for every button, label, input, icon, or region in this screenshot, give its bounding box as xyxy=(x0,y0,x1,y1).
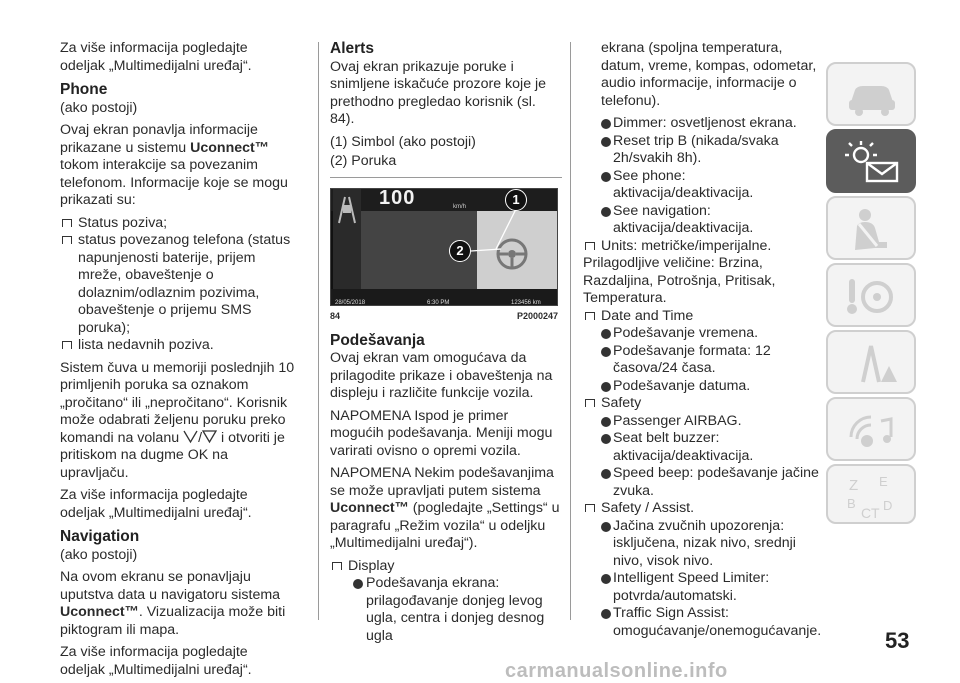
bullet-dot-icon xyxy=(601,347,611,357)
alerts-item-2: (2) Poruka xyxy=(330,153,397,169)
bullet-marker-icon xyxy=(62,236,72,244)
bullet-dot-icon xyxy=(601,382,611,392)
index-letter: T xyxy=(871,505,880,520)
list-item: Status poziva; xyxy=(60,215,296,233)
display-time: 6:30 PM xyxy=(427,299,450,306)
safety-item: Safety xyxy=(583,395,823,413)
phone-paragraph: Ovaj ekran ponavlja informacije prikazane u sistemu Uconnect™ tokom interakcije sa povezanim telefonom. Informacije koje se mogu prikazati su: xyxy=(60,122,288,208)
memory-paragraph: Sistem čuva u memoriji poslednjih 10 primljenih poruka sa oznakom „pročitano“ ili „nepročitano“. Korisnik može odabrati željenu poruku preko komandi na volanu / i otvoriti je pritiskom na dugme OK na upravljaču. xyxy=(60,359,295,481)
bullet-dot-icon xyxy=(601,172,611,182)
settings-heading: Podešavanja xyxy=(330,331,425,349)
display-speed: 100 xyxy=(379,187,416,209)
warning-light-envelope-icon xyxy=(843,139,901,185)
arrow-down-outline-icon xyxy=(202,430,217,444)
phone-bullet-list xyxy=(60,215,296,355)
assist-item: Safety / Assist. xyxy=(583,500,823,518)
brand-uconnect: Uconnect™ xyxy=(60,604,139,620)
phone-optional: (ako postoji) xyxy=(60,99,138,116)
list-item: Podešavanje formata: 12 časova/24 časa. xyxy=(595,343,823,378)
note-1: NAPOMENA Ispod je primer mogućih podešavanja. Meniji mogu varirati ovisno o opremi vozila. xyxy=(330,407,553,459)
index-letter: C xyxy=(861,505,872,520)
display-continued: ekrana (spoljna temperatura, datum, vreme, kompas, odometar, audio informacije, informacije o telefonu). xyxy=(601,40,817,109)
steering-wheel-key-icon xyxy=(843,273,901,319)
bullet-dot-icon xyxy=(601,574,611,584)
intro-paragraph: Za više informacija pogledajte odeljak „Multimedijalni uređaj“. xyxy=(60,40,252,74)
list-item: Reset trip B (nikada/svaka 2h/svakih 8h). xyxy=(595,133,823,168)
datetime-item: Date and Time xyxy=(583,308,823,326)
brand-uconnect: Uconnect™ xyxy=(330,500,409,516)
arrow-up-outline-icon xyxy=(183,430,198,444)
list-item: Speed beep: podešavanje jačine zvuka. xyxy=(595,465,823,500)
bullet-dot-icon xyxy=(601,119,611,129)
bullet-dot-icon xyxy=(601,137,611,147)
settings-paragraph: Ovaj ekran vam omogućava da prilagodite prikaze i obaveštenja na displeju i različite funkcije vozila. xyxy=(330,350,553,401)
index-letter: D xyxy=(883,498,893,513)
bullet-marker-icon xyxy=(585,399,595,407)
display-odometer: 123456 km xyxy=(511,299,541,306)
column-1 xyxy=(60,40,296,683)
figure-number: 84 xyxy=(330,310,341,321)
tab-multimedia[interactable] xyxy=(826,397,916,461)
list-item: See navigation: aktivacija/deaktivacija. xyxy=(595,203,823,238)
list-item: Traffic Sign Assist: omogućavanje/onemogućavanje. xyxy=(595,605,823,640)
bullet-marker-icon xyxy=(332,562,342,570)
more-info-1: Za više informacija pogledajte odeljak „Multimedijalni uređaj“. xyxy=(60,487,252,521)
bullet-marker-icon xyxy=(62,341,72,349)
list-item: Dimmer: osvetljenost ekrana. xyxy=(595,115,823,133)
phone-heading: Phone xyxy=(60,81,108,98)
units-item: Units: metričke/imperijalne. xyxy=(583,238,823,256)
brand-uconnect: Uconnect™ xyxy=(190,139,269,156)
alerts-heading: Alerts xyxy=(330,40,374,57)
bullet-dot-icon xyxy=(601,434,611,444)
display-date: 28/05/2018 xyxy=(335,299,366,306)
bullet-marker-icon xyxy=(62,219,72,227)
column-3 xyxy=(583,40,823,640)
list-item: Passenger AIRBAG. xyxy=(595,413,823,431)
bullet-dot-icon xyxy=(601,609,611,619)
tab-index[interactable] xyxy=(826,464,916,524)
units-paragraph: Prilagodljive veličine: Brzina, Razdaljina, Potrošnja, Pritisak, Temperatura. xyxy=(583,255,776,306)
alerts-item-1: (1) Simbol (ako postoji) xyxy=(330,133,476,150)
bullet-dot-icon xyxy=(353,579,363,589)
car-icon xyxy=(843,72,901,118)
tab-starting-driving[interactable] xyxy=(826,263,916,327)
bullet-dot-icon xyxy=(601,207,611,217)
watermark: carmanualsonline.info xyxy=(505,660,728,682)
bullet-marker-icon xyxy=(585,242,595,250)
list-item: See phone: aktivacija/deaktivacija. xyxy=(595,168,823,203)
figure-84 xyxy=(330,188,558,306)
callout-1: 1 xyxy=(505,189,527,211)
display-speed-unit: km/h xyxy=(453,203,467,210)
roadside-warning-icon xyxy=(843,340,901,386)
index-letters-icon xyxy=(843,474,901,520)
tab-safety[interactable] xyxy=(826,196,916,260)
bullet-dot-icon xyxy=(601,469,611,479)
column-divider xyxy=(318,42,319,620)
tab-dashboard[interactable] xyxy=(826,129,916,193)
list-item: status povezanog telefona (status napunjenosti baterije, prijem mreže, obaveštenje o dolaznim/odlaznim pozivima, obaveštenje o prijemu SMS poruka); xyxy=(60,232,296,337)
column-divider xyxy=(570,42,571,620)
list-item: Podešavanje datuma. xyxy=(595,378,823,396)
display-sub-item: Podešavanja ekrana: prilagođavanje donjeg levog ugla, centra i donjeg desnog ugla xyxy=(330,575,562,645)
navigation-optional: (ako postoji) xyxy=(60,546,138,563)
column-2 xyxy=(330,40,562,645)
bullet-marker-icon xyxy=(585,504,595,512)
navigation-heading: Navigation xyxy=(60,528,140,545)
index-letter: E xyxy=(879,474,888,489)
page-number: 53 xyxy=(885,628,910,653)
figure-rule xyxy=(330,177,562,178)
more-info-2: Za više informacija pogledajte odeljak „Multimedijalni uređaj“. xyxy=(60,644,252,678)
bullet-dot-icon xyxy=(601,417,611,427)
note-2: NAPOMENA Nekim podešavanjima se može upravljati putem sistema Uconnect™ (pogledajte „Settings“ u paragrafu „Režim vozila“ u odeljku „Multimedijalni uređaj“). xyxy=(330,465,560,551)
tab-emergency[interactable] xyxy=(826,330,916,394)
media-signal-icon xyxy=(843,407,901,453)
list-item: Podešavanje vremena. xyxy=(595,325,823,343)
bullet-dot-icon xyxy=(601,329,611,339)
bullet-marker-icon xyxy=(585,312,595,320)
list-item: Jačina zvučnih upozorenja: isključena, nizak nivo, srednji nivo, visok nivo. xyxy=(595,518,823,571)
tab-vehicle[interactable] xyxy=(826,62,916,126)
callout-2: 2 xyxy=(449,240,471,262)
figure-caption xyxy=(330,308,558,322)
seat-belt-icon xyxy=(843,206,901,252)
chapter-tabs xyxy=(826,62,916,527)
bullet-dot-icon xyxy=(601,522,611,532)
index-letter: B xyxy=(847,496,856,511)
list-item: Intelligent Speed Limiter: potvrda/automatski. xyxy=(595,570,823,605)
figure-code: P2000247 xyxy=(516,310,558,321)
list-item: lista nedavnih poziva. xyxy=(60,337,296,355)
index-letter: Z xyxy=(849,477,859,494)
navigation-paragraph: Na ovom ekranu se ponavljaju uputstva data u navigatoru sistema Uconnect™. Vizualizacija može biti piktogram ili mapa. xyxy=(60,569,286,638)
list-item: Seat belt buzzer: aktivacija/deaktivacija. xyxy=(595,430,823,465)
display-item: Display xyxy=(330,558,562,576)
alerts-paragraph: Ovaj ekran prikazuje poruke i snimljene iskačuće prozore koje je prethodno pregledao korisnik (sl. 84). xyxy=(330,58,547,127)
